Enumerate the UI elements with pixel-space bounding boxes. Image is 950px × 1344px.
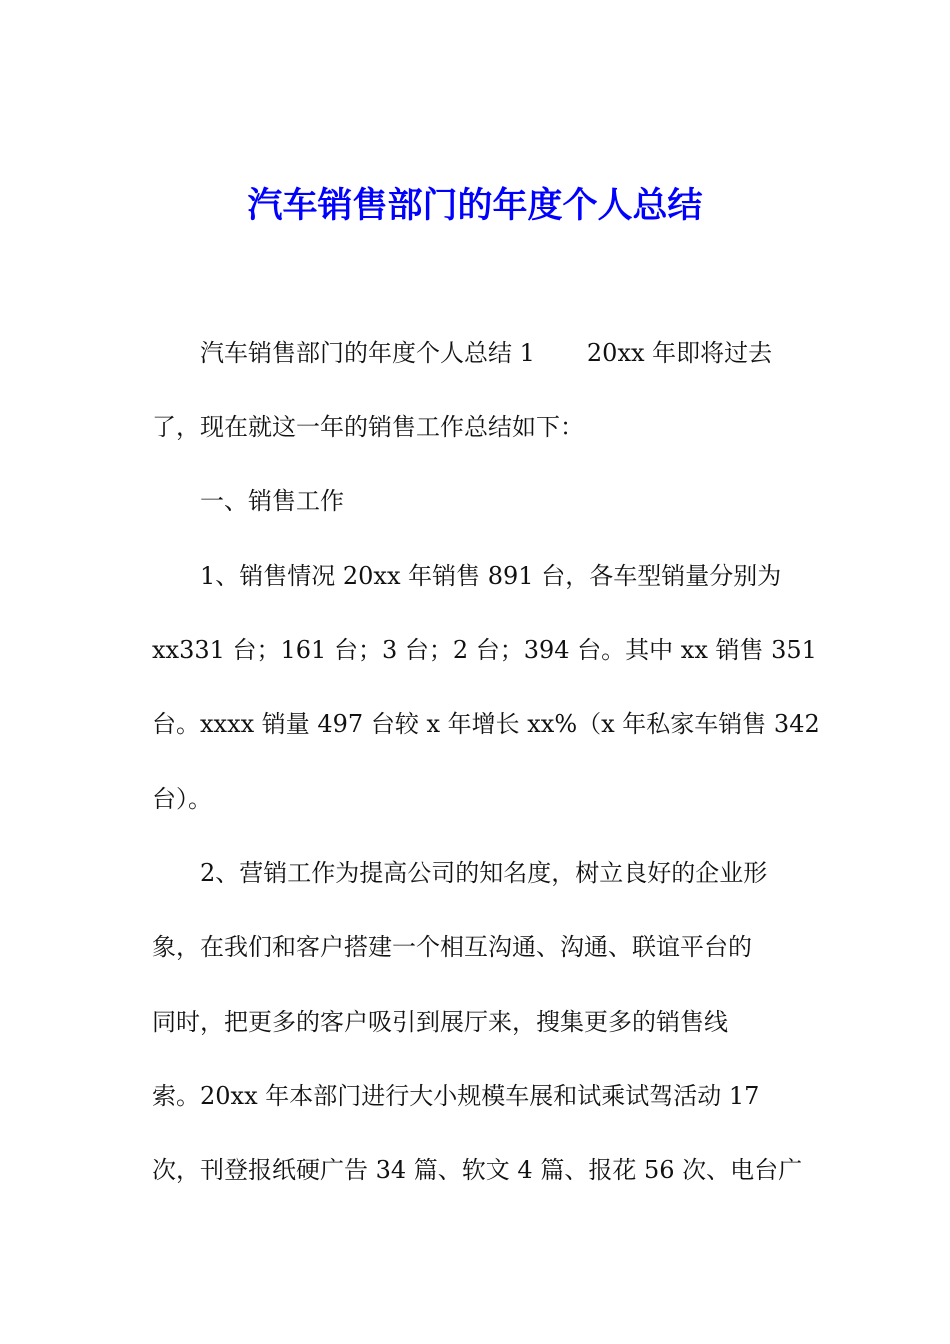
paragraph-line-9: 象，在我们和客户搭建一个相互沟通、沟通、联谊平台的 <box>152 933 752 961</box>
paragraph-line-11: 索。20xx 年本部门进行大小规模车展和试乘试驾活动 17 <box>152 1082 760 1110</box>
paragraph-line-6: 台。xxxx 销量 497 台较 x 年增长 xx%（x 年私家车销售 342 <box>152 710 820 738</box>
paragraph-line-8: 2、营销工作为提高公司的知名度，树立良好的企业形 <box>200 859 768 887</box>
paragraph-line-4: 1、销售情况 20xx 年销售 891 台，各车型销量分别为 <box>200 562 782 590</box>
paragraph-line-10: 同时，把更多的客户吸引到展厅来，搜集更多的销售线 <box>152 1008 728 1036</box>
paragraph-line-7: 台）。 <box>152 785 212 813</box>
paragraph-line-1 <box>200 338 772 368</box>
intro-year-text: 20xx 年即将过去 <box>586 339 773 367</box>
document-title: 汽车销售部门的年度个人总结 <box>247 185 703 226</box>
paragraph-line-12: 次，刊登报纸硬广告 34 篇、软文 4 篇、报花 56 次、电台广 <box>152 1156 803 1184</box>
intro-heading-text: 汽车销售部门的年度个人总结 1 <box>200 339 535 367</box>
paragraph-line-2: 了，现在就这一年的销售工作总结如下： <box>152 413 584 441</box>
paragraph-line-5: xx331 台；161 台；3 台；2 台；394 台。其中 xx 销售 351 <box>152 636 817 664</box>
section-heading-sales: 一、销售工作 <box>200 487 344 515</box>
